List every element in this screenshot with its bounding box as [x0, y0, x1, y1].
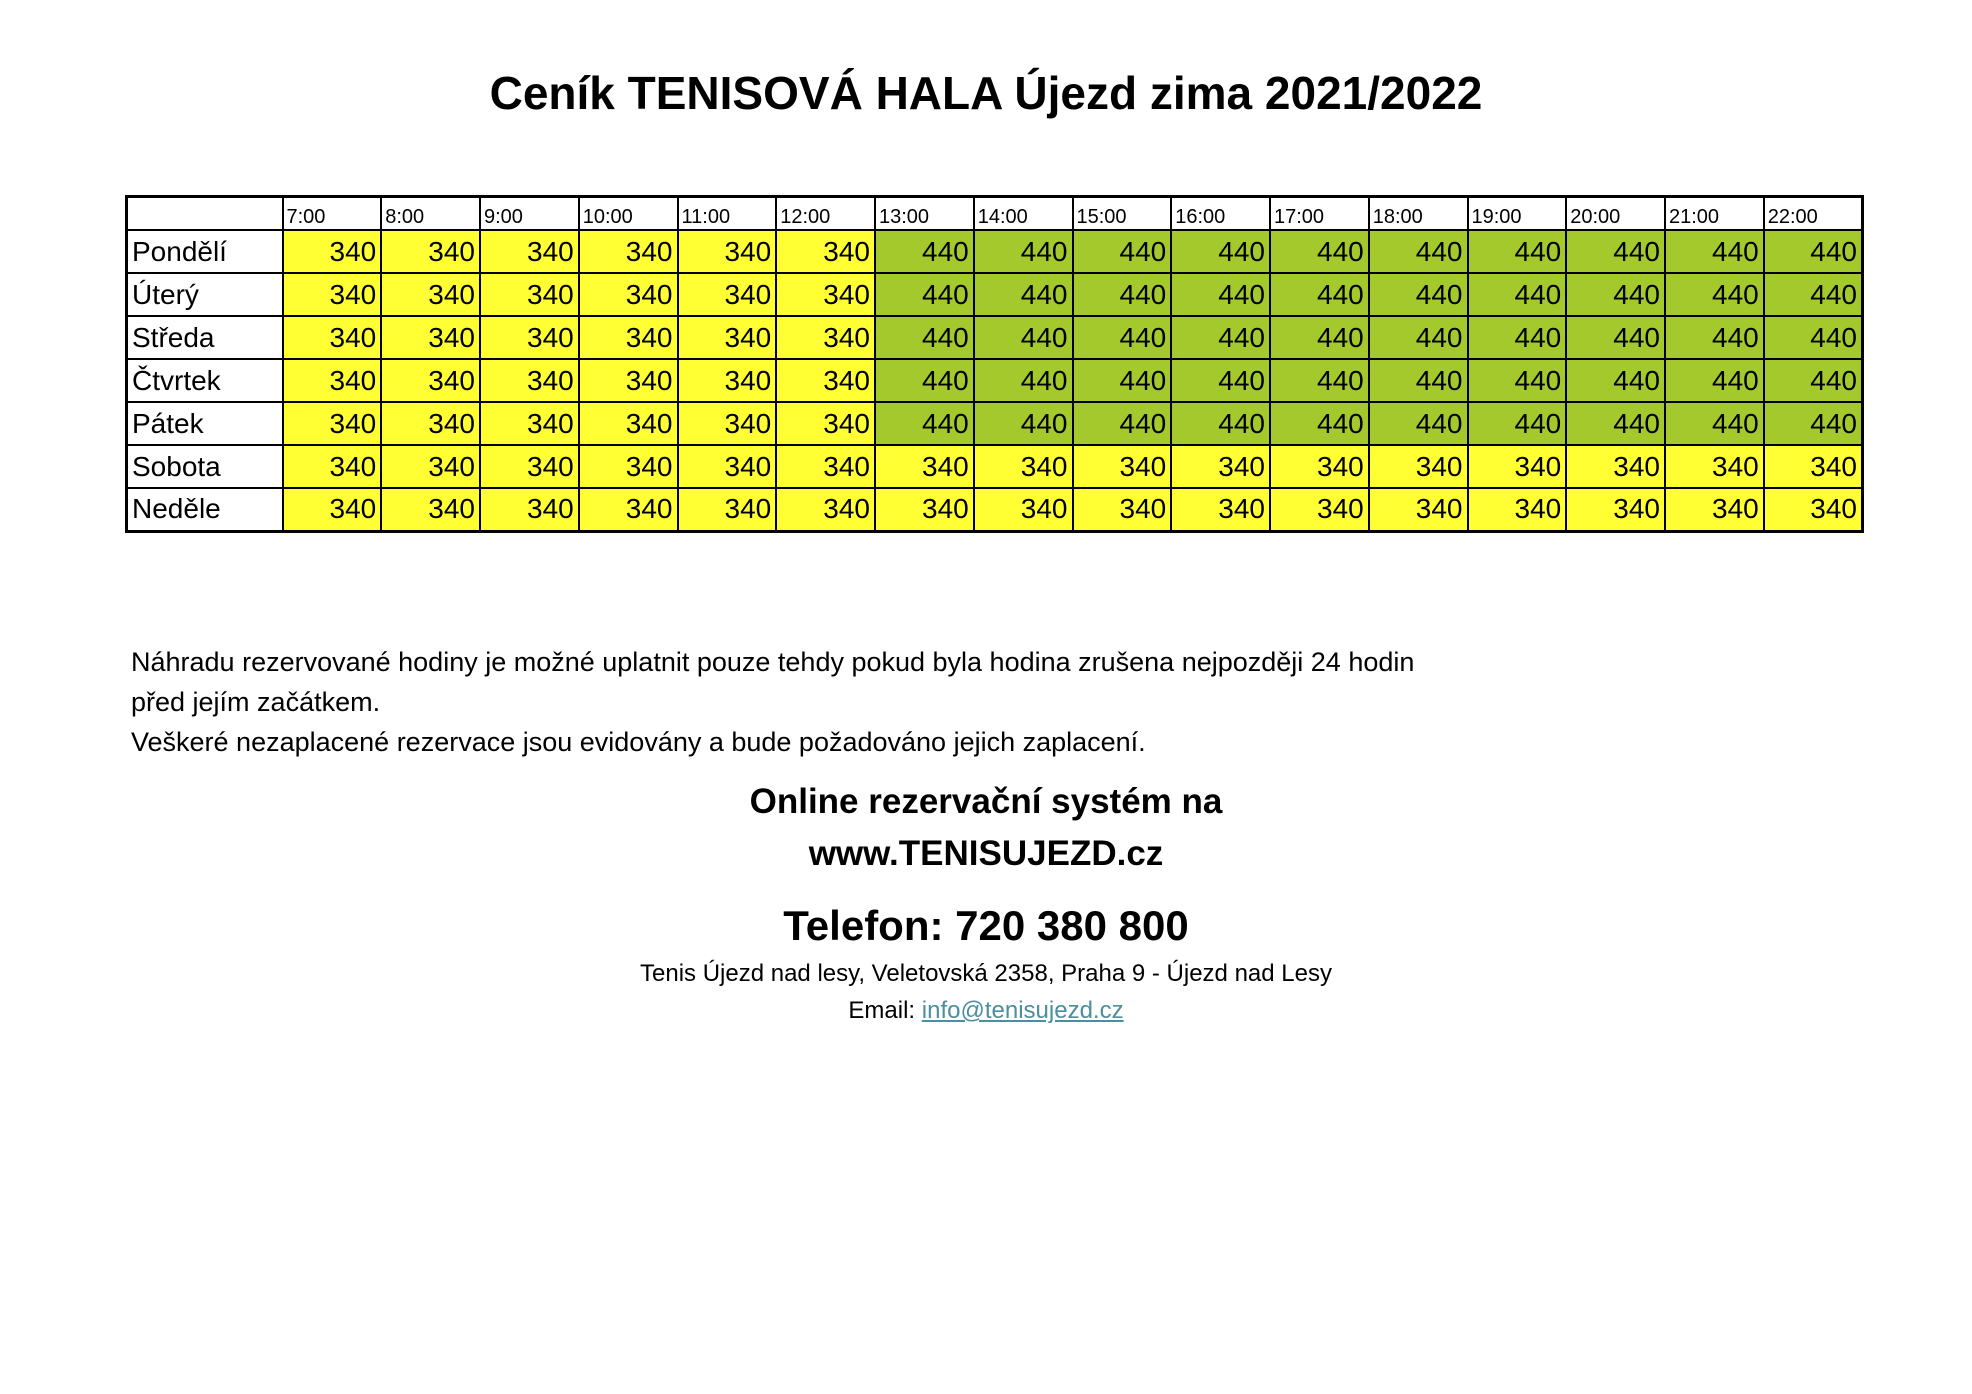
price-cell: 340	[776, 359, 875, 402]
price-cell: 440	[974, 273, 1073, 316]
price-cell: 440	[974, 359, 1073, 402]
phone-number: Telefon: 720 380 800	[783, 902, 1189, 949]
price-cell: 340	[678, 273, 777, 316]
note-line-3: Veškeré nezaplacené rezervace jsou evidovány a bude požadováno jejich zaplacení.	[131, 727, 1146, 757]
price-cell: 340	[1073, 488, 1172, 531]
price-cell: 340	[776, 402, 875, 445]
price-cell: 440	[1566, 316, 1665, 359]
day-label: Neděle	[127, 488, 283, 531]
price-cell: 440	[875, 230, 974, 273]
price-cell: 340	[579, 402, 678, 445]
price-cell: 340	[480, 445, 579, 488]
hour-header: 15:00	[1073, 197, 1172, 231]
price-cell: 440	[1369, 273, 1468, 316]
price-cell: 440	[1764, 359, 1863, 402]
price-cell: 340	[579, 230, 678, 273]
price-cell: 340	[283, 273, 382, 316]
hour-header: 18:00	[1369, 197, 1468, 231]
price-cell: 440	[875, 402, 974, 445]
price-cell: 340	[776, 273, 875, 316]
price-cell: 340	[1270, 445, 1369, 488]
price-cell: 340	[974, 488, 1073, 531]
price-cell: 440	[1369, 402, 1468, 445]
hour-header: 12:00	[776, 197, 875, 231]
price-cell: 340	[1369, 445, 1468, 488]
price-cell: 440	[1270, 402, 1369, 445]
price-cell: 340	[875, 445, 974, 488]
corner-cell	[127, 197, 283, 231]
price-cell: 440	[875, 273, 974, 316]
table-row	[127, 445, 1863, 488]
price-cell: 340	[974, 445, 1073, 488]
day-label: Pátek	[127, 402, 283, 445]
table-row	[127, 359, 1863, 402]
price-cell: 340	[776, 445, 875, 488]
hour-header: 11:00	[678, 197, 777, 231]
hour-header: 16:00	[1171, 197, 1270, 231]
price-cell: 340	[1468, 445, 1567, 488]
price-cell: 440	[1468, 359, 1567, 402]
price-cell: 440	[1369, 359, 1468, 402]
price-cell: 440	[1468, 316, 1567, 359]
day-label: Pondělí	[127, 230, 283, 273]
online-booking-line-1: Online rezervační systém na	[749, 782, 1223, 821]
hour-header: 7:00	[283, 197, 382, 231]
price-cell: 340	[579, 445, 678, 488]
price-cell: 340	[776, 230, 875, 273]
price-cell: 340	[1665, 445, 1764, 488]
price-cell: 440	[1369, 316, 1468, 359]
hour-header: 19:00	[1468, 197, 1567, 231]
price-cell: 340	[283, 316, 382, 359]
day-label: Sobota	[127, 445, 283, 488]
price-cell: 440	[1270, 316, 1369, 359]
price-cell: 440	[1270, 230, 1369, 273]
hour-header: 14:00	[974, 197, 1073, 231]
price-cell: 340	[381, 230, 480, 273]
price-cell: 340	[1171, 445, 1270, 488]
price-cell: 440	[875, 359, 974, 402]
price-cell: 340	[1171, 488, 1270, 531]
price-cell: 340	[283, 230, 382, 273]
hour-header: 22:00	[1764, 197, 1863, 231]
price-cell: 340	[678, 316, 777, 359]
price-cell: 340	[381, 316, 480, 359]
price-cell: 440	[1764, 316, 1863, 359]
price-cell: 440	[1171, 359, 1270, 402]
hour-header: 17:00	[1270, 197, 1369, 231]
price-cell: 340	[1468, 488, 1567, 531]
price-cell: 340	[283, 445, 382, 488]
price-cell: 440	[1171, 273, 1270, 316]
price-cell: 440	[1665, 316, 1764, 359]
table-row	[127, 230, 1863, 273]
price-cell: 440	[1566, 273, 1665, 316]
table-row	[127, 402, 1863, 445]
price-cell: 340	[283, 402, 382, 445]
price-cell: 340	[678, 402, 777, 445]
price-cell: 440	[1665, 273, 1764, 316]
day-label: Čtvrtek	[127, 359, 283, 402]
price-cell: 440	[1764, 273, 1863, 316]
day-label: Úterý	[127, 273, 283, 316]
price-cell: 340	[579, 273, 678, 316]
hour-header: 8:00	[381, 197, 480, 231]
price-cell: 340	[480, 359, 579, 402]
email-link[interactable]: info@tenisujezd.cz	[921, 997, 1124, 1024]
price-cell: 340	[381, 273, 480, 316]
hour-header: 9:00	[480, 197, 579, 231]
price-cell: 440	[1566, 402, 1665, 445]
hour-header: 10:00	[579, 197, 678, 231]
price-cell: 340	[381, 402, 480, 445]
price-cell: 340	[480, 488, 579, 531]
price-cell: 440	[974, 402, 1073, 445]
price-cell: 340	[678, 445, 777, 488]
note-line-1: Náhradu rezervované hodiny je možné uplatnit pouze tehdy pokud byla hodina zrušena nejpozději 24 hodin	[131, 647, 1415, 677]
price-cell: 440	[875, 316, 974, 359]
table-body	[127, 230, 1863, 531]
online-booking-url: www.TENISUJEZD.cz	[808, 834, 1164, 873]
price-cell: 340	[480, 273, 579, 316]
price-cell: 340	[381, 445, 480, 488]
price-cell: 440	[1468, 273, 1567, 316]
price-cell: 440	[1665, 359, 1764, 402]
table-row	[127, 316, 1863, 359]
price-cell: 340	[480, 402, 579, 445]
price-cell: 440	[1665, 402, 1764, 445]
price-cell: 340	[875, 488, 974, 531]
price-cell: 440	[1073, 316, 1172, 359]
price-cell: 340	[1369, 488, 1468, 531]
price-cell: 340	[283, 488, 382, 531]
price-cell: 440	[1764, 230, 1863, 273]
price-cell: 440	[1073, 273, 1172, 316]
email-label: Email:	[848, 997, 916, 1024]
price-cell: 340	[1270, 488, 1369, 531]
price-cell: 440	[1468, 402, 1567, 445]
price-cell: 440	[1468, 230, 1567, 273]
price-cell: 340	[1764, 445, 1863, 488]
price-cell: 340	[381, 488, 480, 531]
note-line-2: před jejím začátkem.	[131, 687, 381, 717]
table-header-row	[127, 197, 1863, 231]
price-cell: 340	[579, 316, 678, 359]
price-cell: 340	[1665, 488, 1764, 531]
price-cell: 440	[1566, 359, 1665, 402]
price-cell: 340	[480, 316, 579, 359]
table-row	[127, 488, 1863, 531]
price-cell: 440	[1073, 359, 1172, 402]
hour-header: 20:00	[1566, 197, 1665, 231]
price-cell: 440	[974, 230, 1073, 273]
price-cell: 440	[1171, 230, 1270, 273]
price-table	[125, 195, 1864, 533]
price-cell: 340	[776, 488, 875, 531]
price-cell: 440	[1270, 359, 1369, 402]
address: Tenis Újezd nad lesy, Veletovská 2358, Praha 9 - Újezd nad Lesy	[640, 960, 1332, 987]
price-cell: 340	[678, 488, 777, 531]
price-cell: 440	[1270, 273, 1369, 316]
price-cell: 440	[1665, 230, 1764, 273]
price-cell: 340	[283, 359, 382, 402]
price-cell: 340	[1566, 488, 1665, 531]
price-cell: 440	[1073, 230, 1172, 273]
table-row	[127, 273, 1863, 316]
price-cell: 340	[381, 359, 480, 402]
price-cell: 440	[1369, 230, 1468, 273]
price-cell: 440	[1566, 230, 1665, 273]
day-label: Středa	[127, 316, 283, 359]
email-line	[0, 993, 1972, 1029]
price-cell: 340	[1764, 488, 1863, 531]
price-cell: 440	[1764, 402, 1863, 445]
price-cell: 440	[1171, 402, 1270, 445]
price-cell: 340	[1073, 445, 1172, 488]
price-cell: 340	[579, 359, 678, 402]
notes	[131, 642, 1731, 762]
price-cell: 340	[480, 230, 579, 273]
price-cell: 340	[678, 359, 777, 402]
hour-header: 21:00	[1665, 197, 1764, 231]
price-cell: 440	[1073, 402, 1172, 445]
hour-header: 13:00	[875, 197, 974, 231]
price-cell: 340	[678, 230, 777, 273]
page-title: Ceník TENISOVÁ HALA Újezd zima 2021/2022	[489, 67, 1483, 119]
price-cell: 340	[579, 488, 678, 531]
price-cell: 440	[1171, 316, 1270, 359]
price-cell: 440	[974, 316, 1073, 359]
price-cell: 340	[1566, 445, 1665, 488]
price-cell: 340	[776, 316, 875, 359]
